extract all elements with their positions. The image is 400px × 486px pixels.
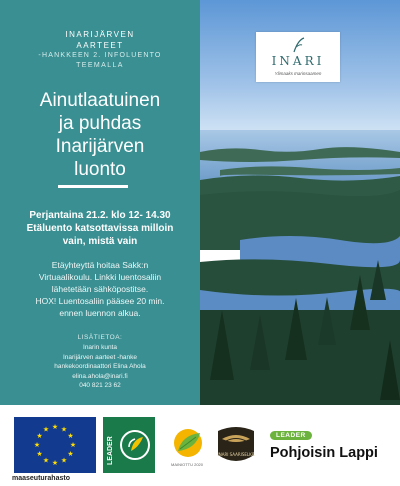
leader-leaf-icon (103, 417, 155, 473)
svg-text:★: ★ (51, 423, 59, 431)
inari-feather-icon (256, 36, 340, 54)
contact-phone: 040 821 23 62 (79, 382, 121, 390)
event-date (0, 209, 200, 248)
svg-text:★: ★ (60, 456, 68, 465)
svg-text:★: ★ (42, 456, 50, 465)
info-panel (0, 0, 200, 405)
contact-email[interactable]: elina.ahola@inari.fi (72, 372, 128, 380)
inari-saariselka-logo (214, 425, 258, 467)
headline (0, 89, 200, 181)
svg-text:★: ★ (67, 450, 74, 458)
body-line: lähetetään sähköpostitse. (51, 284, 149, 294)
svg-text:★: ★ (36, 450, 43, 458)
svg-text:★: ★ (67, 432, 74, 440)
svg-text:★: ★ (36, 432, 43, 440)
svg-text:★: ★ (33, 441, 41, 449)
body-line: Virtuaalikoulu. Linkki luentosaliin (38, 272, 162, 282)
contact-line: Inarijärven aarteet -hanke (62, 353, 138, 361)
contact-title: LISÄTIETOA: (77, 334, 123, 341)
date-line: Etäluento katsottavissa milloin (26, 223, 174, 234)
contact-line: hankekoordinaattori Elina Ahola (54, 363, 146, 371)
svg-text:★: ★ (51, 459, 59, 467)
body-line: ennen luennon alkua. (59, 308, 141, 318)
eu-fund-label: maaseuturahasto (12, 475, 70, 482)
saariselka-label: INARI SAARISELKÄ (217, 452, 255, 457)
pohjoisin-lappi-wordmark: Pohjoisin Lappi (270, 445, 378, 461)
kicker-line-1: INARIJÄRVEN (65, 30, 135, 39)
inari-logo (256, 32, 340, 82)
contact-line: Inarin kunta (83, 344, 117, 351)
eu-stars-icon (14, 417, 96, 473)
eu-flag-icon (14, 417, 96, 473)
svg-text:★: ★ (60, 425, 68, 434)
logo-wordmark: INARI (271, 54, 325, 68)
event-details (0, 259, 200, 319)
leader-badge-text: LEADER (107, 436, 114, 465)
svg-text:★: ★ (69, 441, 77, 449)
headline-line: luonto (74, 159, 126, 180)
sponsor-footer (0, 405, 400, 486)
maaseutu-year-label: MAINIOTTU 2020 (170, 462, 203, 467)
kicker-line-4: TEEMALLA (76, 62, 124, 69)
body-line: HOX! Luentosaliin pääsee 20 min. (35, 296, 165, 306)
body-line: Etäyhteyttä hoitaa Sakk:n (51, 260, 149, 270)
leader-label: LEADER (270, 431, 312, 440)
svg-text:★: ★ (42, 425, 50, 434)
leader-badge-logo (103, 417, 155, 473)
date-line: vain, mistä vain (62, 236, 138, 247)
headline-line: Ainutlaatuinen (39, 90, 161, 111)
maaseutu-leaf-logo (172, 427, 204, 467)
headline-line: Inarijärven (55, 136, 145, 157)
date-line: Perjantaina 21.2. klo 12- 14.30 (29, 210, 171, 221)
kicker-line-3: -HANKKEEN 2. INFOLUENTO (38, 52, 162, 59)
logo-tagline: Ylimaaks Inarinsaamen (274, 71, 322, 76)
contact-info (0, 343, 200, 391)
kicker-line-2: AARTEET (76, 41, 124, 50)
headline-line: ja puhdas (58, 113, 142, 134)
headline-underline (58, 185, 128, 188)
